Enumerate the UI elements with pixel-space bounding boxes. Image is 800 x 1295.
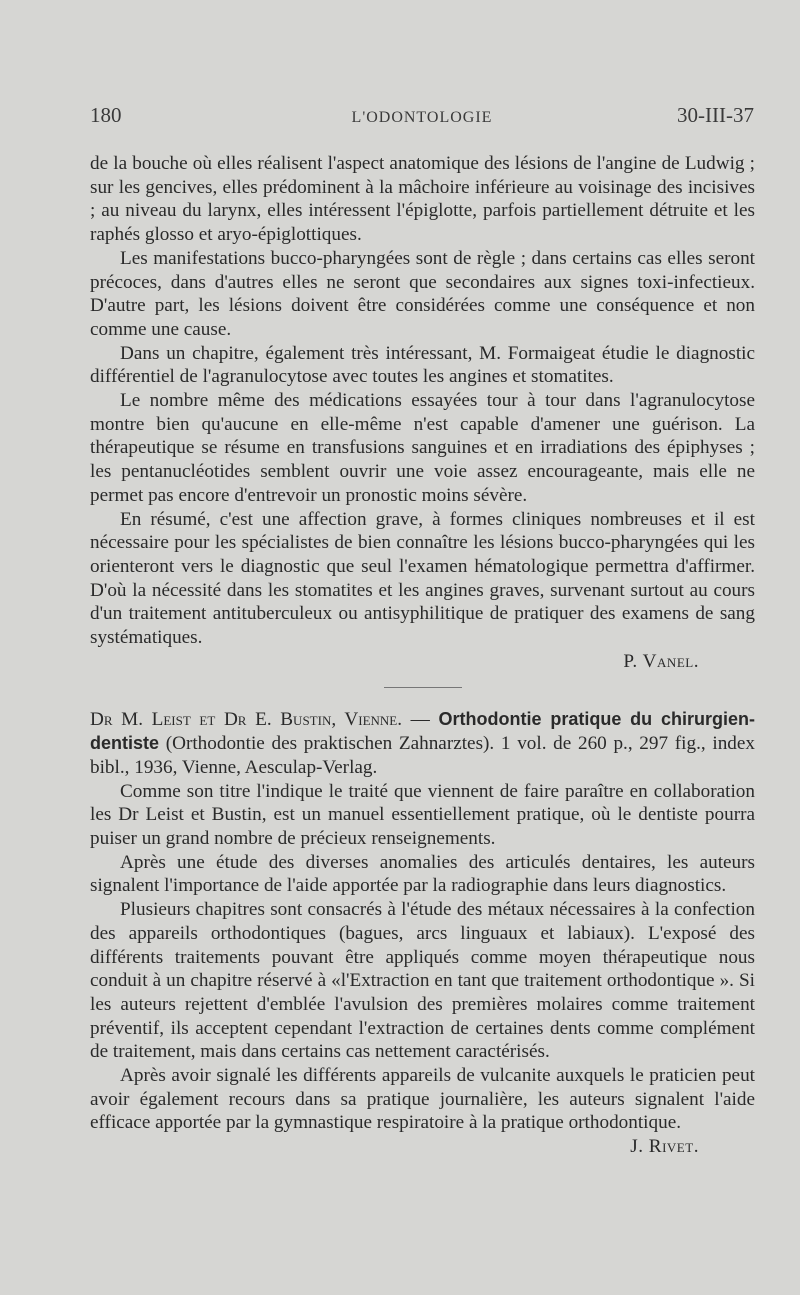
paragraph: Le nombre même des médications essayées tour à tour dans l'agranulocytose montre bien qu'aucune en elle-même n'est capable d'amener une guérison. La thérapeutique se résume en transfusions sanguines et en irradiations des épiphyses ; les pentanucléotides semblent ouvrir une voie assez encourageante, mais elle ne permet pas encore d'entrevoir un pronostic moins sévère.: [90, 390, 755, 506]
section-divider: [384, 687, 462, 688]
reference-title: Orthodontie pratique du chirurgien-dentiste: [90, 709, 756, 754]
paragraph: Les manifestations bucco-pharyngées sont de règle ; dans certains cas elles seront précoces, dans d'autres elles ne seront que secondaires aux signes toxi-infectieux. D'autre part, les lésions doivent être considérées comme une conséquence et non comme une cause.: [90, 247, 755, 340]
paragraph: Après avoir signalé les différents appareils de vulcanite auxquels le praticien peut avoir également recours dans sa pratique journalière, les auteurs signalent l'aide efficace apportée par la gymnastique respiratoire à la pratique orthodontique.: [90, 1065, 755, 1134]
paragraph: Après une étude des diverses anomalies des articulés dentaires, les auteurs signalent l'importance de l'aide apportée par la radiographie dans leurs diagnostics.: [90, 851, 755, 897]
paragraph: Plusieurs chapitres sont consacrés à l'étude des métaux nécessaires à la confection des appareils orthodontiques (bagues, arcs linguaux et labiaux). L'exposé des différents traitements pouvant être appliqués comme moyen thérapeutique nous conduit à un chapitre réservé à «l'Extraction en tant que traitement orthodontique ». Si les auteurs rejettent d'emblée l'avulsion des premières molaires comme traitement préventif, ils acceptent cependant l'extraction de certaines dents comme complément de traitement, mais dans certains cas nettement caractérisés.: [90, 899, 755, 1063]
bibliographic-reference: [90, 708, 755, 779]
page-number: 180: [90, 103, 122, 127]
paragraph: En résumé, c'est une affection grave, à formes cliniques nombreuses et il est nécessaire pour les spécialistes de bien connaître les lésions bucco-pharyngées qui les orienteront vers le diagnostic que seul l'examen hématologique permettra d'affirmer. D'où la nécessité dans les stomatites et les angines graves, survenant surtout au cours d'un traitement antituberculeux ou antisyphilitique de pratiquer des examens de sang systématiques.: [90, 508, 755, 649]
paragraph: Dans un chapitre, également très intéressant, M. Formaigeat étudie le diagnostic différentiel de l'agranulocytose avec toutes les angines et stomatites.: [90, 342, 755, 388]
reference-authors: Dr M. Leist et Dr E. Bustin, Vienne. —: [90, 709, 430, 731]
page-header: [90, 103, 754, 133]
issue-date: 30-III-37: [677, 103, 754, 127]
reference-details: (Orthodontie des praktischen Zahnarztes). 1 vol. de 260 p., 297 fig., index bibl., 1936, Vienne, Aesculap-Verlag.: [90, 733, 755, 778]
paragraph: de la bouche où elles réalisent l'aspect anatomique des lésions de l'angine de Ludwig ; sur les gencives, elles prédominent à la mâchoire inférieure au voisinage des incisives ; au niveau du larynx, elles intéressent l'épiglotte, parfois partiellement détruite et les raphés glosso et aryo-épiglottiques.: [90, 153, 755, 246]
page-body: [90, 152, 755, 1159]
paragraph: Comme son titre l'indique le traité que viennent de faire paraître en collaboration les Dr Leist et Bustin, est un manuel essentiellement pratique, où le dentiste pourra puiser un grand nombre de précieux renseignements.: [90, 780, 755, 849]
signature: J. Rivet.: [630, 1136, 699, 1158]
running-title: L'ODONTOLOGIE: [351, 109, 493, 126]
signature: P. Vanel.: [623, 650, 699, 672]
